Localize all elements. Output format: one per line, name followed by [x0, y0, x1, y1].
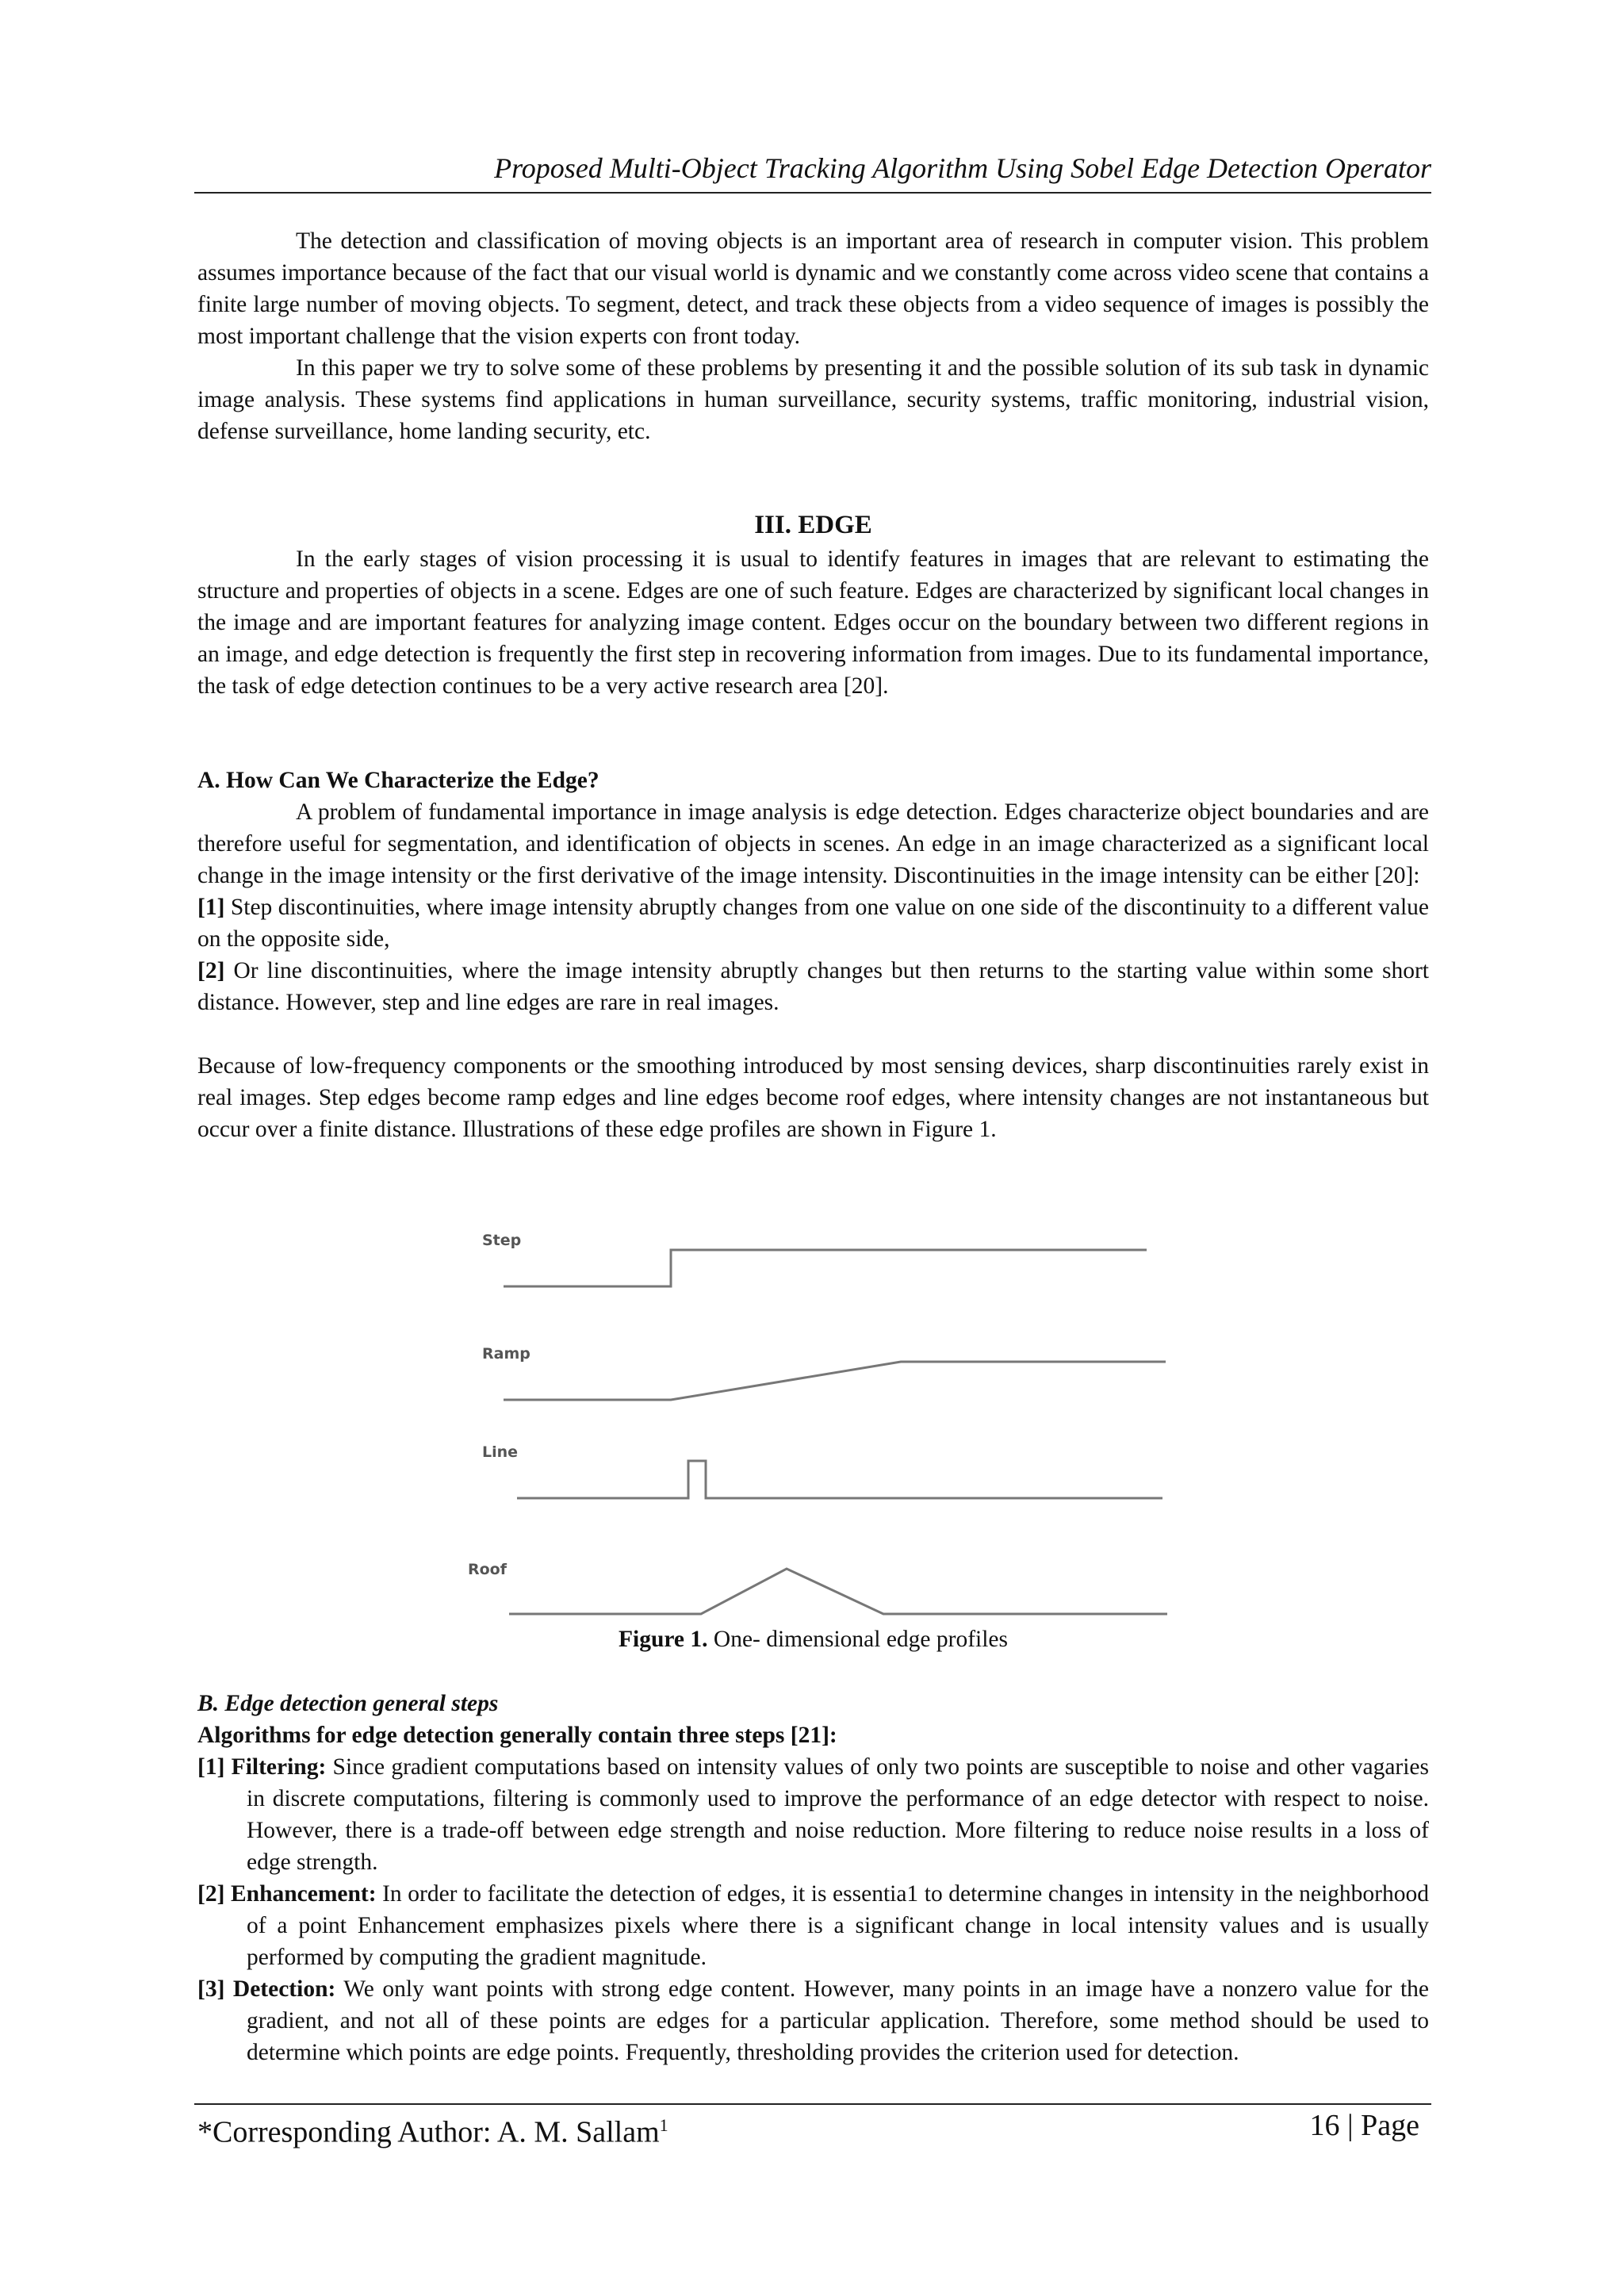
step-label: Step — [482, 1232, 522, 1249]
ramp-profile — [504, 1362, 1166, 1400]
step-text: We only want points with strong edge content. However, many points in an image have a nonzero value for the gradient, and not all of these points are edges for a particular application. Therefore, some method should be used to determine which points are edge points. Frequently, thresholding provides the criterion used for detection. — [247, 1976, 1429, 2065]
section-heading-edge: III. EDGE — [754, 511, 872, 539]
item-number: [2] — [197, 958, 225, 983]
subsection-b-steps — [197, 1751, 1429, 2068]
subsection-b-heading: B. Edge detection general steps — [197, 1691, 499, 1716]
subsection-b-lead: Algorithms for edge detection generally contain three steps [21]: — [197, 1723, 837, 1748]
author-text: *Corresponding Author: A. M. Sallam — [197, 2115, 660, 2149]
item-text: Step discontinuities, where image intensity abruptly changes from one value on one side of the discontinuity to a different value on the opposite side, — [197, 895, 1429, 952]
subsection-a-text — [197, 796, 1429, 1145]
step-title: Enhancement: — [230, 1881, 377, 1907]
line-profile — [517, 1461, 1162, 1498]
step-item-detection — [197, 1973, 1429, 2068]
page-number: 16 | Page — [1309, 2109, 1419, 2142]
step-item-enhancement — [197, 1878, 1429, 1973]
item-number: [1] — [197, 895, 225, 920]
item-text: Or line discontinuities, where the image intensity abruptly changes but then returns to the starting value within some short distance. However, step and line edges are rare in real images. — [197, 958, 1429, 1015]
figure-caption — [197, 1623, 1429, 1655]
step-number: [3] — [197, 1976, 225, 2002]
step-number: [1] — [197, 1754, 225, 1780]
step-item-filtering — [197, 1751, 1429, 1878]
author-superscript: 1 — [659, 2115, 668, 2135]
intro-paragraph-2: In this paper we try to solve some of these problems by presenting it and the possible solution of its sub task in dynamic image analysis. These systems find applications in human surveillance, security systems, traffic monitoring, industrial vision, defense surveillance, home landing security, etc. — [197, 355, 1429, 444]
step-title: Detection: — [232, 1976, 336, 2002]
step-text: Since gradient computations based on intensity values of only two points are susceptible to noise and other vagaries in discrete computations, filtering is commonly used to improve the performance of an edge detector with respect to noise. However, there is a trade-off between edge strength and noise reduction. More filtering to reduce noise results in a loss of edge strength. — [247, 1754, 1430, 1875]
subsection-a-paragraph-1: A problem of fundamental importance in image analysis is edge detection. Edges characterize object boundaries and are therefore useful for segmentation, and identification of objects in scenes. An edge in an image characterized as a significant local change in the image intensity or the first derivative of the image intensity. Discontinuities in the image intensity can be either [20]: — [197, 799, 1429, 888]
figure-caption-text: One- dimensional edge profiles — [707, 1627, 1008, 1652]
corresponding-author — [197, 2106, 668, 2152]
running-header-title: Proposed Multi-Object Tracking Algorithm Using Sobel Edge Detection Operator — [494, 152, 1431, 184]
intro-paragraph-1: The detection and classification of moving objects is an important area of research in computer vision. This problem assumes importance because of the fact that our visual world is dynamic and we constantly come across video scene that contains a finite large number of moving objects. To segment, detect, and track these objects from a video sequence of images is possibly the most important challenge that the vision experts con front today. — [197, 228, 1429, 349]
roof-profile — [509, 1569, 1167, 1614]
figure-caption-label: Figure 1. — [618, 1627, 708, 1652]
step-text: In order to facilitate the detection of edges, it is essentia1 to determine changes in intensity in the neighborhood of a point Enhancement emphasizes pixels where there is a significant change in local intensity values and is usually performed by computing the gradient magnitude. — [247, 1881, 1430, 1970]
step-title: Filtering: — [231, 1754, 327, 1780]
ramp-label: Ramp — [482, 1345, 530, 1363]
footer-rule — [194, 2103, 1431, 2105]
subsection-a-heading: A. How Can We Characterize the Edge? — [197, 768, 599, 793]
header-rule — [194, 192, 1431, 194]
edge-profiles-figure — [468, 1225, 1182, 1622]
subsection-a-paragraph-2: Because of low-frequency components or the smoothing introduced by most sensing devices, sharp discontinuities rarely exist in real images. Step edges become ramp edges and line edges become roof edges, where intensity changes are not instantaneous but occur over a finite distance. Illustrations of these edge profiles are shown in Figure 1. — [197, 1053, 1429, 1142]
section3-text — [197, 543, 1429, 702]
section3-paragraph-1: In the early stages of vision processing it is usual to identify features in images that are relevant to estimating the structure and properties of objects in a scene. Edges are one of such feature. Edges are characterized by significant local changes in the image and are important features for analyzing image content. Edges occur on the boundary between two different regions in an image, and edge detection is frequently the first step in recovering information from images. Due to its fundamental importance, the task of edge detection continues to be a very active research area [20]. — [197, 546, 1429, 699]
discontinuity-item-1 — [197, 891, 1429, 955]
step-number: [2] — [197, 1881, 225, 1907]
step-profile — [504, 1250, 1147, 1286]
line-label: Line — [482, 1443, 519, 1461]
intro-text — [197, 225, 1429, 447]
roof-label: Roof — [468, 1561, 508, 1578]
discontinuity-item-2 — [197, 955, 1429, 1018]
